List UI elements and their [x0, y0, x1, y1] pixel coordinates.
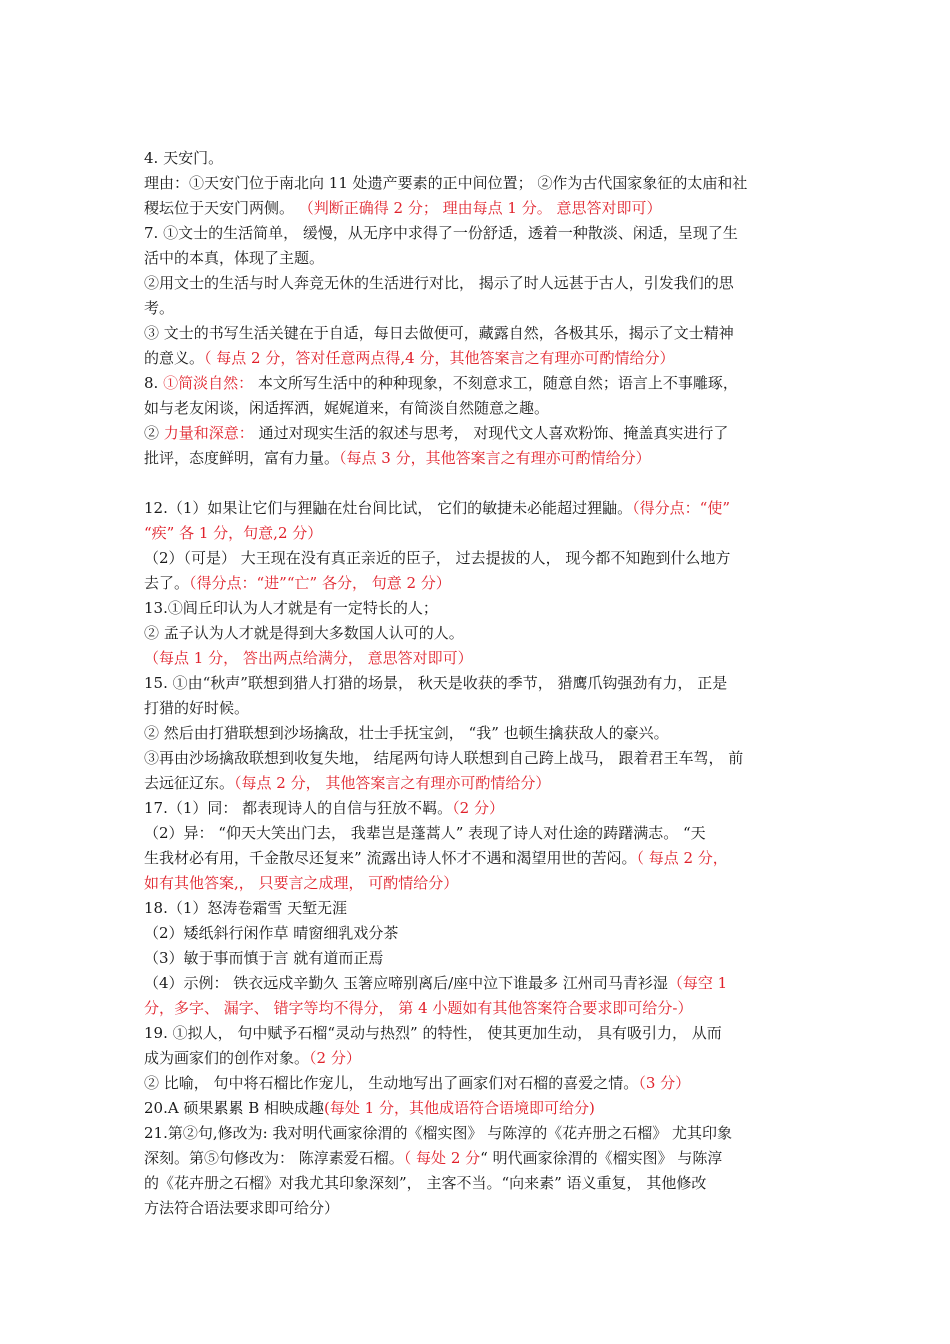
text-line — [144, 946, 814, 971]
text-line — [144, 1021, 814, 1046]
answer-key-content — [144, 146, 814, 1221]
text-line — [144, 971, 814, 996]
text-line — [144, 846, 814, 871]
scoring-note: （每点 2 分， 其他答案言之有理亦可酌情给分） — [234, 774, 551, 792]
text-line — [144, 771, 814, 796]
text-line — [144, 1196, 814, 1221]
scoring-note: （3 分） — [638, 1074, 691, 1092]
text-line — [144, 896, 814, 921]
text-line — [144, 1046, 814, 1071]
text-line — [144, 1096, 814, 1121]
text-line — [144, 296, 814, 321]
text-line — [144, 246, 814, 271]
answer-text: 13.①闾丘印认为人才就是有一定特长的人； — [144, 599, 438, 617]
answer-text: 打猎的好时候。 — [144, 699, 250, 717]
answer-text: 稷坛位于天安门两侧。 — [144, 199, 299, 217]
blank-line — [144, 471, 814, 496]
scoring-note: （2 分） — [452, 799, 504, 817]
answer-text: 15. ①由“秋声”联想到猎人打猎的场景， 秋天是收获的季节， 猎鹰爪钩强劲有力， 正是 — [144, 674, 728, 692]
text-line — [144, 1071, 814, 1096]
text-line — [144, 921, 814, 946]
text-line — [144, 596, 814, 621]
answer-text: 18.（1）怒涛卷霜雪 天堑无涯 — [144, 899, 348, 917]
answer-text: 7. ①文士的生活简单， 缓慢，从无序中求得了一份舒适，透着一种散淡、闲适，呈现了生 — [144, 224, 738, 242]
text-line — [144, 396, 814, 421]
text-line — [144, 821, 814, 846]
scoring-note: （每空 1 — [667, 974, 728, 992]
answer-text: （2）（可是） 大王现在没有真正亲近的臣子， 过去提拔的人， 现今都不知跑到什么地方 — [144, 549, 731, 567]
scoring-note: 如有其他答案,， 只要言之成理， 可酌情给分） — [144, 874, 459, 892]
scoring-note: 力量和深意： — [163, 424, 254, 442]
text-line — [144, 221, 814, 246]
answer-text: （4）示例： 铁衣远戍辛勤久 玉箸应啼别离后/座中泣下谁最多 江州司马青衫湿 — [144, 974, 668, 992]
text-line — [144, 571, 814, 596]
answer-text: ③再由沙场擒敌联想到收复失地， 结尾两句诗人联想到自己跨上战马， 跟着君王车驾， 前 — [144, 749, 744, 767]
text-line — [144, 796, 814, 821]
answer-text: （2）异： “仰天大笑出门去， 我辈岂是蓬蒿人” 表现了诗人对仕途的踌躇满志。 “天 — [144, 824, 706, 842]
answer-text: ③ 文士的书写生活关键在于自适，每日去做便可，藏露自然，各极其乐，揭示了文士精神 — [144, 324, 734, 342]
scoring-note: 分，多字、 漏字、 错字等均不得分， 第 4 小题如有其他答案符合要求即可给分-） — [144, 999, 693, 1017]
answer-text: 活中的本真，体现了主题。 — [144, 249, 325, 267]
scoring-note: （ 每点 2 分， — [636, 849, 728, 867]
answer-text: 的《花卉册之石榴》对我尤其印象深刻”， 主客不当。“向来素” 语义重复， 其他修改 — [144, 1174, 707, 1192]
scoring-note: (每处 1 分，其他成语符合语境即可给分) — [324, 1099, 595, 1117]
text-line — [144, 446, 814, 471]
text-line — [144, 871, 814, 896]
answer-text: （3）敏于事而慎于言 就有道而正焉 — [144, 949, 384, 967]
text-line — [144, 321, 814, 346]
text-line — [144, 521, 814, 546]
text-line — [144, 621, 814, 646]
scoring-note: （ 每点 2 分，答对任意两点得,4 分，其他答案言之有理亦可酌情给分） — [204, 349, 675, 367]
answer-text: （2）矮纸斜行闲作草 晴窗细乳戏分茶 — [144, 924, 399, 942]
answer-text: 去了。 — [144, 574, 190, 592]
scoring-note: （每点 3 分，其他答案言之有理亦可酌情给分） — [339, 449, 651, 467]
answer-text: 的意义。 — [144, 349, 205, 367]
text-line — [144, 346, 814, 371]
text-line — [144, 546, 814, 571]
answer-text: 成为画家们的创作对象。 — [144, 1049, 310, 1067]
answer-text: 本文所写生活中的种种现象，不刻意求工，随意自然；语言上不事雕琢， — [253, 374, 738, 392]
text-line — [144, 421, 814, 446]
text-line — [144, 1146, 814, 1171]
text-line — [144, 146, 814, 171]
answer-text: 方法符合语法要求即可给分） — [144, 1199, 340, 1217]
scoring-note: （得分点：“使” — [632, 499, 731, 517]
scoring-note: （判断正确得 2 分； 理由每点 1 分。 意思答对即可） — [298, 199, 662, 217]
scoring-note: （2 分） — [309, 1049, 361, 1067]
scoring-note: “疾” 各 1 分，句意,2 分） — [144, 524, 323, 542]
text-line — [144, 271, 814, 296]
answer-text: 深刻。第⑤句修改为： 陈淳素爱石榴。 — [144, 1149, 404, 1167]
answer-text: 去远征辽东。 — [144, 774, 235, 792]
answer-text: 12.（1）如果让它们与狸鼬在灶台间比试， 它们的敏捷未必能超过狸鼬。 — [144, 499, 633, 517]
answer-text: 考。 — [144, 299, 175, 317]
answer-text: ② 比喻， 句中将石榴比作宠儿， 生动地写出了画家们对石榴的喜爱之情。 — [144, 1074, 639, 1092]
answer-text: 如与老友闲谈，闲适挥洒，娓娓道来，有简淡自然随意之趣。 — [144, 399, 550, 417]
text-line — [144, 496, 814, 521]
scoring-note: （得分点：“进”“亡” 各分， 句意 2 分） — [189, 574, 451, 592]
text-line — [144, 721, 814, 746]
answer-text: “ 明代画家徐渭的《榴实图》 与陈淳 — [480, 1149, 723, 1167]
text-line — [144, 671, 814, 696]
text-line — [144, 646, 814, 671]
answer-text: 17.（1）同： 都表现诗人的自信与狂放不羁。 — [144, 799, 453, 817]
text-line — [144, 996, 814, 1021]
answer-text: ② 孟子认为人才就是得到大多数国人认可的人。 — [144, 624, 464, 642]
text-line — [144, 746, 814, 771]
answer-text: 19. ①拟人， 句中赋予石榴“灵动与热烈” 的特性， 使其更加生动， 具有吸引力， 从而 — [144, 1024, 722, 1042]
text-line — [144, 1121, 814, 1146]
scoring-note: ①简淡自然： — [163, 374, 254, 392]
answer-text: 21.第②句,修改为: 我对明代画家徐渭的《榴实图》 与陈淳的《花卉册之石榴》 尤其印象 — [144, 1124, 732, 1142]
scoring-note: （ 每处 2 分 — [403, 1149, 481, 1167]
text-line — [144, 196, 814, 221]
answer-text: 生我材必有用，千金散尽还复来” 流露出诗人怀才不遇和渴望用世的苦闷。 — [144, 849, 637, 867]
answer-text: 4. 天安门。 — [144, 149, 224, 167]
text-line — [144, 171, 814, 196]
text-line — [144, 1171, 814, 1196]
answer-text: ②用文士的生活与时人奔竞无休的生活进行对比， 揭示了时人远甚于古人，引发我们的思 — [144, 274, 734, 292]
answer-text: 8. — [144, 374, 164, 392]
answer-text: 20.A 硕果累累 B 相映成趣 — [144, 1099, 325, 1117]
text-line — [144, 371, 814, 396]
answer-text: ② 然后由打猎联想到沙场擒敌，壮士手抚宝剑， “我” 也顿生擒获敌人的豪兴。 — [144, 724, 669, 742]
scoring-note: （每点 1 分， 答出两点给满分， 意思答对即可） — [144, 649, 473, 667]
answer-text: ② — [144, 424, 164, 442]
answer-text: 通过对现实生活的叙述与思考， 对现代文人喜欢粉饰、掩盖真实进行了 — [253, 424, 729, 442]
text-line — [144, 696, 814, 721]
answer-text: 理由：①天安门位于南北向 11 处遗产要素的正中间位置； ②作为古代国家象征的太庙和社 — [144, 174, 748, 192]
answer-text: 批评，态度鲜明，富有力量。 — [144, 449, 340, 467]
